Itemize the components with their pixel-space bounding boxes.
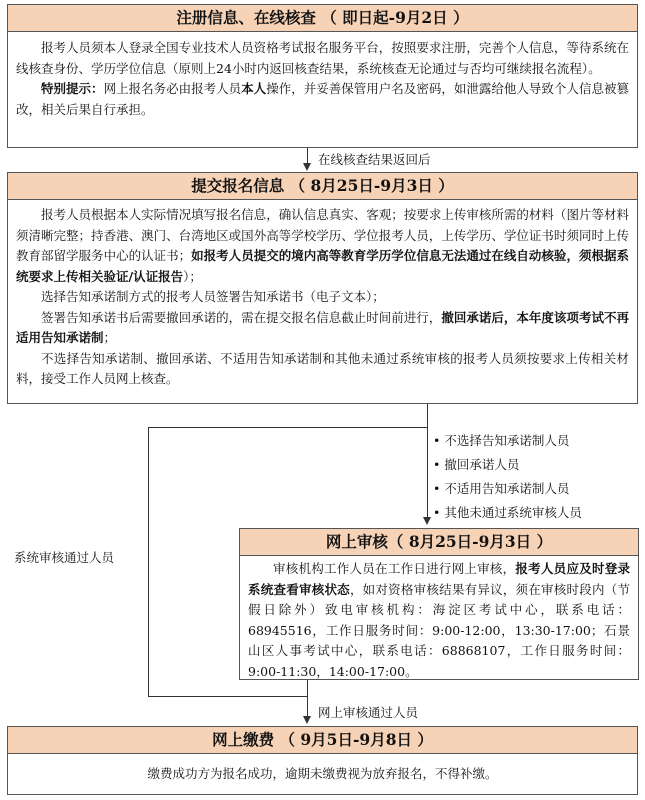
step3-body bbox=[239, 555, 639, 680]
step4-paragraph-1: 缴费成功方为报名成功，逾期未缴费视为放弃报名，不得补缴。 bbox=[147, 766, 498, 781]
bullet-item: • 不选择告知承诺制人员 bbox=[433, 433, 570, 448]
arrow1-label: 在线核查结果返回后 bbox=[318, 152, 431, 167]
arrow3-label: 网上审核通过人员 bbox=[318, 705, 419, 720]
step3-header bbox=[239, 528, 639, 556]
step4-header bbox=[7, 726, 638, 754]
step1-body bbox=[7, 31, 638, 148]
bullet-item: • 其他未通过系统审核人员 bbox=[433, 505, 582, 520]
arrow3-head bbox=[303, 716, 311, 724]
step4-body bbox=[7, 753, 638, 795]
bullet-item: • 不适用告知承诺制人员 bbox=[433, 481, 570, 496]
arrow1-line bbox=[307, 148, 308, 164]
step2-paragraph-4: 不选择告知承诺制、撤回承诺、不适用告知承诺制和其他未通过系统审核的报考人员须按要求上传相关材料，接受工作人员网上核查。 bbox=[16, 350, 629, 386]
step4-title: 网上缴费 （ 9月5日-9月8日 ） bbox=[212, 730, 433, 749]
step2-paragraph-2: 选择告知承诺制方式的报考人员签署告知承诺书（电子文本）； bbox=[41, 289, 385, 304]
step3-to-bottom-line bbox=[307, 697, 308, 717]
left-branch-vertical bbox=[148, 427, 149, 697]
right-branch-arrow-head bbox=[423, 517, 431, 525]
step2-paragraph-1: 报考人员根据本人实际情况填写报名信息，确认信息真实、客观；按要求上传审核所需的材料（图片等材料须清晰完整；持香港、澳门、台湾地区或国外高等学校学历、学位报考人员，上传学历、学位证书时须同时上传教育部留学服务中心的认证书；如报考人员提交的境内高等教育学历学位信息无法通过在线自动核验，须根据系统要求上传相关验证/认证报告）； bbox=[16, 207, 629, 284]
step1-header bbox=[7, 4, 638, 32]
step1-paragraph-1: 报考人员须本人登录全国专业技术人员资格考试报名服务平台，按照要求注册，完善个人信息，等待系统在线核查身份、学历学位信息（原则上24小时内返回核查结果，系统核查无论通过与否均可继续报名流程）。 bbox=[16, 40, 629, 76]
bullet-item: • 撤回承诺人员 bbox=[433, 457, 520, 472]
right-branch-vertical bbox=[427, 404, 428, 518]
arrow1-head bbox=[303, 163, 311, 171]
step1-title: 注册信息、在线核查 （ 即日起-9月2日 ） bbox=[176, 8, 469, 27]
side-label: 系统审核通过人员 bbox=[14, 550, 115, 565]
step1-paragraph-2: 特别提示：网上报名务必由报考人员本人操作，并妥善保管用户名及密码，如泄露给他人导致个人信息被篡改，相关后果自行承担。 bbox=[16, 81, 629, 117]
step3-paragraph-1: 审核机构工作人员在工作日进行网上审核，报考人员应及时登录系统查看审核状态，如对资格审核结果有异议，须在审核时段内（节假日除外）致电审核机构：海淀区考试中心，联系电话：68945516，工作日服务时间：9:00-12:00，13:30-17:00；石景山区人事考试中心，联系电话：68868107，工作日服务时间：9:00-11:30，14:00-17:00。 bbox=[248, 561, 630, 679]
step3-bottom-connector bbox=[307, 680, 308, 697]
step2-title: 提交报名信息 （ 8月25日-9月3日 ） bbox=[191, 176, 454, 195]
left-branch-top bbox=[148, 427, 427, 428]
step2-header bbox=[7, 172, 638, 200]
step3-title: 网上审核（ 8月25日-9月3日 ） bbox=[325, 532, 553, 551]
left-branch-bottom bbox=[148, 696, 307, 697]
step2-body bbox=[7, 199, 638, 404]
step2-paragraph-3: 签署告知承诺书后需要撤回承诺的，需在提交报名信息截止时间前进行，撤回承诺后，本年度该项考试不再适用告知承诺制； bbox=[16, 309, 629, 345]
